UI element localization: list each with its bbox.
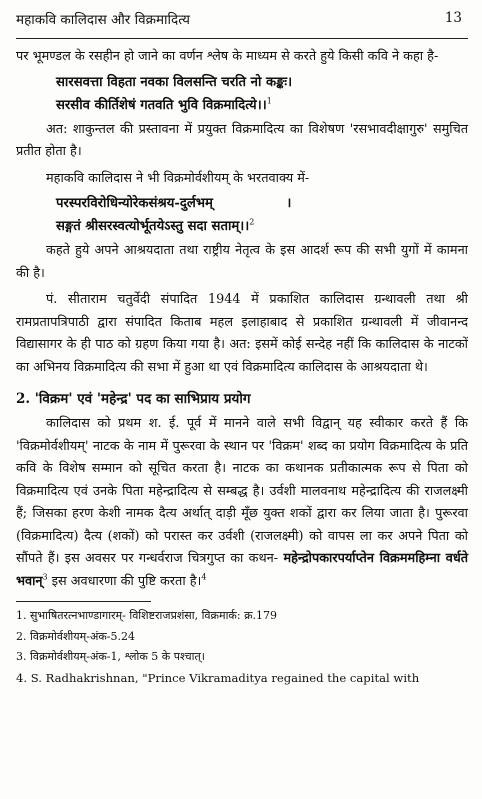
verse-2-line-2: सङ्गतं श्रीसरस्वत्योर्भूतयेऽस्तु सदा सताम्।।$^2$ <box>56 217 255 234</box>
verse-2-line-1: परस्परविरोधिन्योरेकसंश्रय-दुर्लभम् । <box>56 196 292 211</box>
footnote-marker-1: 1 <box>266 96 272 106</box>
page-body <box>16 46 468 688</box>
section-heading: 2. 'विक्रम' एवं 'महेन्द्र' पद का साभिप्राय प्रयोग <box>16 391 251 407</box>
footnote-3: 3. विक्रमोर्वशीयम्-अंक-1, श्लोक 5 के पश्चात्। <box>16 650 205 663</box>
running-header <box>16 10 462 32</box>
footnote-marker-4: 4 <box>201 572 207 582</box>
footnote-2: 2. विक्रमोर्वशीयम्-अंक-5.24 <box>16 629 136 643</box>
footnote-rule <box>16 601 151 602</box>
footnote-1: 1. सुभाषितरत्नभाण्डागारम्- विशिष्टराजप्रशंसा, विक्रमार्क: क्र.179 <box>16 609 278 622</box>
footnote-4: 4. S. Radhakrishnan, "Prince Vikramaditya regained the capital with <box>16 670 420 685</box>
verse-1-line-2: सरसीव कीर्तिशेषं गतवति भुवि विक्रमादित्ये।।$^1$ <box>56 96 272 113</box>
paragraph-4: कहते हुये अपने आश्रयदाता तथा राष्ट्रीय नेतृत्व के इस आदर्श रूप की सभी युगों में कामना की है। <box>16 243 468 281</box>
paragraph-2: अत: शाकुन्तल की प्रस्तावना में प्रयुक्त विक्रमादित्य का विशेषण 'रसभावदीक्षागुरु' समुचित प्रतीत होता है। <box>16 121 468 159</box>
header-rule <box>16 38 468 39</box>
verse-2 <box>56 192 468 238</box>
paragraph-6: कालिदास को प्रथम श. ई. पूर्व में मानने वाले सभी विद्वान् यह स्वीकार करते हैं कि 'विक्रमोर्वशीयम्' नाटक के नाम में पुरूरवा के स्थान पर 'विक्रम' शब्द का प्रयोग विक्रमादित्य के प्रति कवि के विशेष सम्मान को सूचित करता है। नाटक का कथानक प्रतीकात्मक रूप से पिता को विक्रमादित्य एवं उनके पिता महेन्द्रादित्य से सम्बद्ध है। उर्वशी मालवनाथ महेन्द्रादित्य की राजलक्ष्मी हैं; जिसका हरण केशी नामक दैत्य अर्थात् दाड़ी मूँछ युक्त शकों द्वारा कर लिया जाता है। पुरूरवा (विक्रमादित्य) दैत्य (शकों) को परास्त कर उर्वशी (राजलक्ष्मी) को वापस ला कर अपने पिता को सौंपते हैं। इस अवसर पर गन्धर्वराज चित्रगुप्त का कथन- महेन्द्रोपकारपर्याप्तेन विक्रममहिम्ना वर्धते भवान्$^3$ इस अवधारणा की पुष्टि करता है।$^4$ <box>16 416 468 589</box>
paragraph-3: महाकवि कालिदास ने भी विक्रमोर्वशीयम् के भरतवाक्य में- <box>46 170 310 186</box>
footnote-marker-2: 2 <box>249 217 255 227</box>
verse-1-line-1: सारसवत्ता विहता नवका विलसन्ति चरति नो कङ्कः। <box>56 74 293 90</box>
running-title: महाकवि कालिदास और विक्रमादित्य <box>16 12 190 28</box>
page-number: 13 <box>444 10 462 26</box>
paragraph-5: पं. सीताराम चतुर्वेदी संपादित 1944 में प्रकाशित कालिदास ग्रन्थावली तथा श्री रामप्रतापत्रिपाठी द्वारा संपादित किताब महल इलाहाबाद से प्रकाशित ग्रन्थावली में जीवानन्द विद्यासागर के ही पाठ को ग्रहण किया गया है। अत: इसमें कोई सन्देह नहीं कि कालिदास के नाटकों का अभिनय विक्रमादित्य की सभा में हुआ था एवं विक्रमादित्य कालिदास के आश्रयदाता थे। <box>16 292 468 375</box>
footnote-marker-3: 3 <box>42 572 48 582</box>
verse-1 <box>56 71 468 117</box>
paragraph-1: पर भूमण्डल के रसहीन हो जाने का वर्णन श्लेष के माध्यम से करते हुये किसी कवि ने कहा है- <box>16 49 439 64</box>
quote-text: महेन्द्रोपकारपर्याप्तेन विक्रममहिम्ना वर्धते भवान् <box>16 551 468 589</box>
